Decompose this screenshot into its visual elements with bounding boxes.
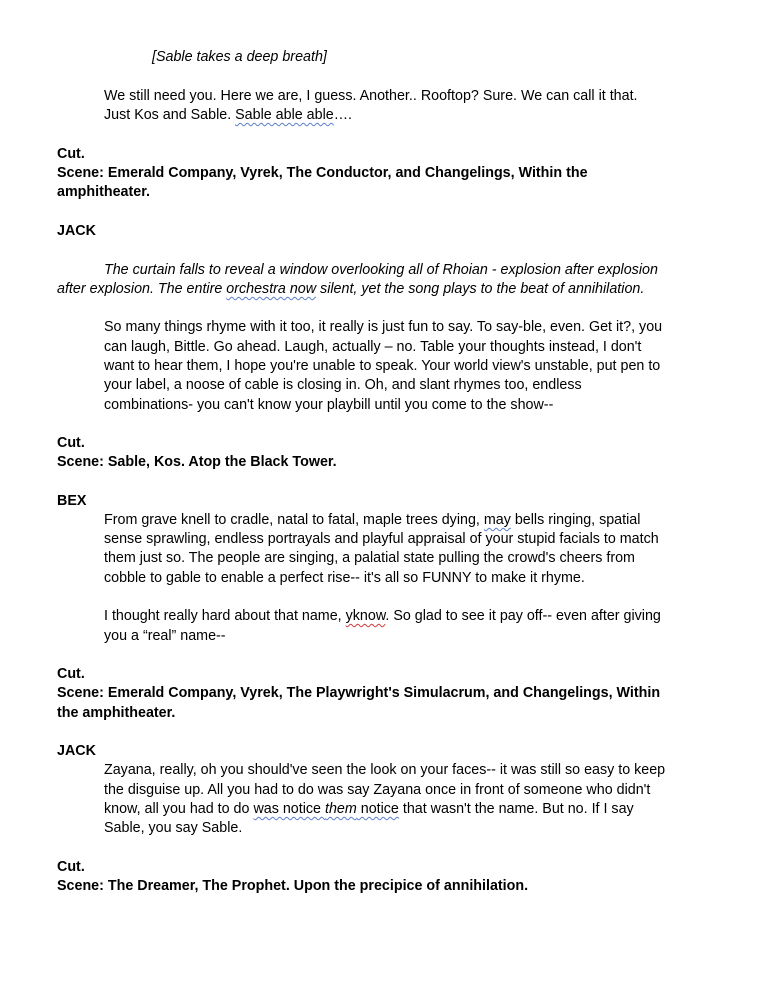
dialogue-line: We still need you. Here we are, I guess. Another.. Rooftop? Sure. We can call it that. [104, 88, 638, 104]
dialogue-line: So many things rhyme with it too, it really is just fun to say. To say-ble, even. Get it?, you [104, 319, 663, 335]
action-text: silent, yet the song plays to the beat of annihilation. [316, 281, 645, 297]
dialogue-line: can laugh, Bittle. Go ahead. Laugh, actually – no. Table your thoughts instead, I don't [104, 339, 642, 355]
scene-heading-continued: the amphitheater. [57, 705, 176, 721]
action-text: after explosion. The entire [57, 281, 227, 297]
stage-direction: [Sable takes a deep breath] [152, 49, 327, 65]
action-line: The curtain falls to reveal a window overlooking all of Rhoian - explosion after explosion [104, 262, 658, 278]
dialogue-text: . So glad to see it pay off-- even after giving [385, 608, 661, 624]
character-name: JACK [57, 223, 96, 239]
dialogue-line: Zayana, really, oh you should've seen the look on your faces-- it was still so easy to keep [104, 762, 666, 778]
dialogue-line: the disguise up. All you had to do was say Zayana once in front of someone who didn't [104, 782, 651, 798]
dialogue-line: want to hear them, I hope you're unable to speak. Your world view's unstable, put pen to [104, 358, 661, 374]
cut-marker: Cut. [57, 666, 85, 682]
dialogue-text: know, all you had to do [104, 801, 254, 817]
scene-heading: Scene: Emerald Company, Vyrek, The Conductor, and Changelings, Within the [57, 165, 588, 181]
dialogue-line: combinations- you can't know your playbill until you come to the show-- [104, 397, 554, 413]
dialogue-text: From grave knell to cradle, natal to fatal, maple trees dying, [104, 512, 484, 528]
character-name: JACK [57, 743, 96, 759]
dialogue-line: Sable, you say Sable. [104, 820, 243, 836]
character-name: BEX [57, 493, 87, 509]
spelling-flag-text[interactable]: yknow [345, 608, 386, 624]
dialogue-text: …. [333, 107, 352, 123]
dialogue-line [104, 607, 661, 626]
flag-text-part: was notice [253, 801, 325, 817]
dialogue-line: cobble to gable to enable a perfect rise-- it's all so FUNNY to make it rhyme. [104, 570, 585, 586]
dialogue-line: your label, a noose of cable is closing in. Oh, and slant rhymes too, endless [104, 377, 582, 393]
grammar-flag-text[interactable]: orchestra now [226, 281, 317, 297]
dialogue-text: bells ringing, spatial [510, 512, 641, 528]
scene-heading-continued: amphitheater. [57, 184, 150, 200]
grammar-flag-text[interactable]: Sable able able [235, 107, 334, 123]
cut-marker: Cut. [57, 146, 85, 162]
scene-heading: Scene: Sable, Kos. Atop the Black Tower. [57, 454, 337, 470]
dialogue-line: them just so. The people are singing, a palatial state pulling the crowd's cheers from [104, 550, 635, 566]
dialogue-line: you a “real” name-- [104, 628, 226, 644]
scene-heading: Scene: Emerald Company, Vyrek, The Playwright's Simulacrum, and Changelings, Within [57, 685, 661, 701]
action-line [57, 280, 644, 299]
cut-marker: Cut. [57, 859, 85, 875]
scene-heading: Scene: The Dreamer, The Prophet. Upon the precipice of annihilation. [57, 878, 529, 894]
dialogue-line [104, 800, 634, 819]
dialogue-line [104, 106, 352, 125]
dialogue-text: Just Kos and Sable. [104, 107, 236, 123]
flag-text-part: notice [356, 801, 399, 817]
dialogue-text: I thought really hard about that name, [104, 608, 346, 624]
grammar-flag-text[interactable]: may [483, 512, 511, 528]
grammar-flag-text[interactable] [253, 801, 398, 817]
emphasis-text: them [324, 801, 357, 817]
cut-marker: Cut. [57, 435, 85, 451]
dialogue-line: sense sprawling, endless portrayals and playful appraisal of your stupid facials to match [104, 531, 659, 547]
dialogue-line [104, 511, 640, 530]
dialogue-text: that wasn't the name. But no. If I say [398, 801, 634, 817]
